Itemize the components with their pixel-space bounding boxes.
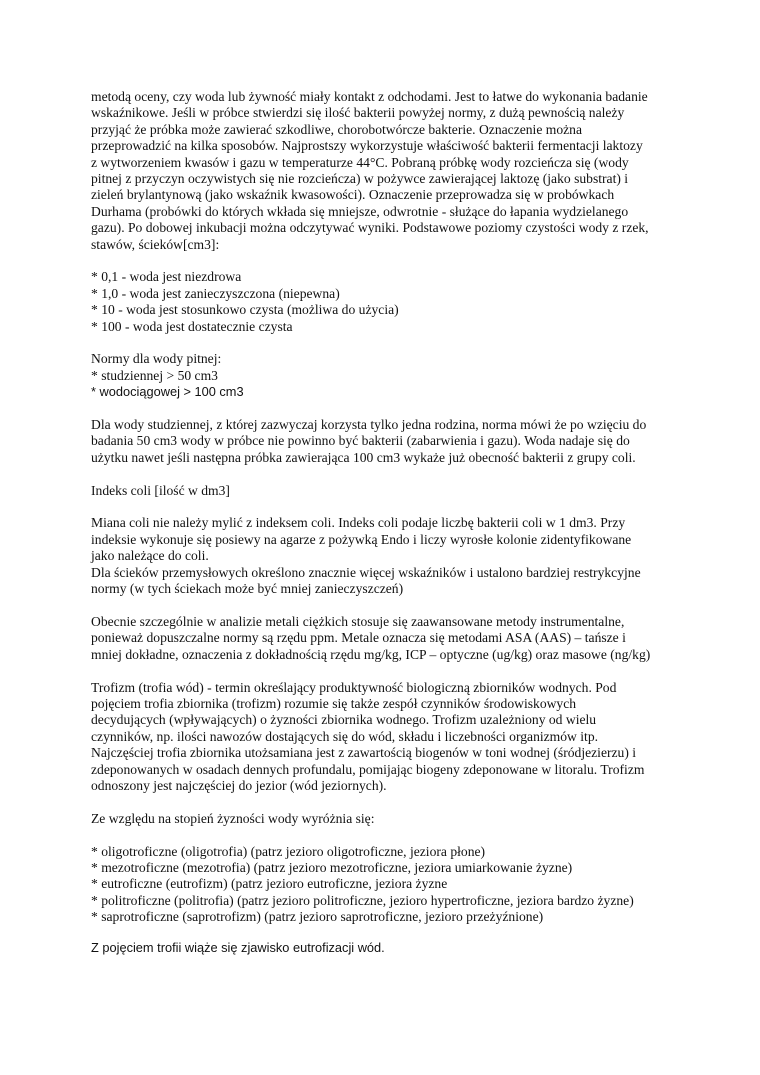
list-item: * 10 - woda jest stosunkowo czysta (możliwa do użycia): [91, 302, 399, 318]
text-line: przyjąć że próbka może zawierać szkodliwe, chorobotwórcze bakterie. Oznaczenie można: [91, 121, 583, 137]
list-item: * studziennej > 50 cm3: [91, 367, 218, 383]
list-item: * oligotroficzne (oligotrofia) (patrz jezioro oligotroficzne, jeziora płone): [91, 843, 486, 859]
text-line: indeksie wykonuje się posiewy na agarze z pożywką Endo i liczy wyrosłe kolonie zidentyfikowane: [91, 531, 632, 547]
text-line: Dla ścieków przemysłowych określono znacznie więcej wskaźników i ustalono bardziej restrykcyjne: [91, 564, 641, 580]
text-line: czynników, np. ilości nawozów dostających się do wód, składu i liczebności organizmów itp.: [91, 728, 599, 744]
list-item: * eutroficzne (eutrofizm) (patrz jezioro eutroficzne, jeziora żyzne: [91, 876, 448, 892]
text-line: pojęciem trofia zbiornika (trofizm) rozumie się także zespół czynników środowiskowych: [91, 695, 577, 711]
text-line: metodą oceny, czy woda lub żywność miały kontakt z odchodami. Jest to łatwe do wykonania badanie: [91, 89, 648, 104]
text-line: Z pojęciem trofii wiąże się zjawisko eutrofizacji wód.: [91, 939, 385, 955]
text-line: badania 50 cm3 wody w próbce nie powinno być bakterii (zabarwienia i gazu). Woda nadaje się do: [91, 433, 630, 449]
paragraph-coli-method: [91, 89, 700, 253]
text-line: Miana coli nie należy mylić z indeksem coli. Indeks coli podaje liczbę bakterii coli w 1 dm3. Przy: [91, 515, 626, 531]
text-line: jako należące do coli.: [91, 548, 209, 564]
text-line: pitnej z przyczyn oczywistych się nie rozcieńcza) w pożywce zawierającej laktozę (jako substrat) i: [91, 171, 629, 187]
drinking-water-norms: [91, 351, 700, 400]
text-line: Normy dla wody pitnej:: [91, 351, 222, 367]
list-item: * wodociągowej > 100 cm3: [91, 384, 244, 400]
list-item: * politroficzne (politrofia) (patrz jezioro politroficzne, jezioro hypertroficzne, jeziora bardzo żyzne): [91, 892, 634, 908]
text-line: wskaźnikowe. Jeśli w próbce stwierdzi się ilość bakterii powyżej normy, z dużą pewnością należy: [91, 105, 625, 121]
text-line: z wytworzeniem kwasów i gazu w temperaturze 44°C. Pobraną próbkę wody rozcieńcza się (wody: [91, 154, 629, 170]
text-line: przeprowadzić na kilka sposobów. Najprostszy wykorzystuje właściwość bakterii fermentacji laktozy: [91, 138, 643, 154]
list-item: * 100 - woda jest dostatecznie czysta: [91, 318, 293, 334]
paragraph-coli-index: [91, 515, 700, 597]
text-line: zdeponowanych w osadach dennych profundalu, pomijając biogeny zdeponowane w litoralu. Trofizm: [91, 761, 645, 777]
text-line: odnoszony jest najczęściej do jezior (wód jeziornych).: [91, 777, 387, 793]
paragraph-well-water: [91, 417, 700, 466]
text-line: normy (w tych ściekach może być mniej zanieczyszczeń): [91, 581, 404, 597]
text-line: Durhama (probówki do których wkłada się mniejsze, odwrotnie - służące do łapania wydzielanego: [91, 203, 629, 219]
text-line: użytku nawet jeśli następna próbka zawierająca 100 cm3 wykaże już obecność bakterii z grupy coli.: [91, 449, 636, 465]
text-line: zieleń brylantynową (jako wskaźnik kwasowości). Oznaczenie przeprowadza się w probówkach: [91, 187, 615, 203]
list-item: * 0,1 - woda jest niezdrowa: [91, 269, 242, 285]
paragraph-fertility-intro: [91, 811, 700, 827]
text-line: ponieważ dopuszczalne normy są rzędu ppm. Metale oznacza się metodami ASA (AAS) – tańsze i: [91, 630, 626, 646]
text-line: mniej dokładne, oznaczenia z dokładnością rzędu mg/kg, ICP – optyczne (ug/kg) oraz masowe (ng/kg): [91, 646, 651, 662]
list-item: * 1,0 - woda jest zanieczyszczona (niepewna): [91, 285, 340, 301]
text-line: decydujących (wpływających) o żyzności zbiornika wodnego. Trofizm uzależniony od wielu: [91, 712, 597, 728]
list-item: * mezotroficzne (mezotrofia) (patrz jezioro mezotroficzne, jeziora umiarkowanie żyzne): [91, 859, 573, 875]
text-line: stawów, ścieków[cm3]:: [91, 236, 220, 252]
list-purity-levels: [91, 269, 700, 335]
text-line: Trofizm (trofia wód) - termin określający produktywność biologiczną zbiorników wodnych. Pod: [91, 679, 617, 695]
text-line: gazu). Po dobowej inkubacji można odczytywać wyniki. Podstawowe poziomy czystości wody z rzek,: [91, 220, 649, 236]
text-line: Indeks coli [ilość w dm3]: [91, 482, 230, 498]
text-line: Najczęściej trofia zbiornika utożsamiana jest z zawartością biogenów w toni wodnej (śródjezierzu) i: [91, 745, 637, 761]
text-line: Obecnie szczególnie w analizie metali ciężkich stosuje się zaawansowane metody instrumentalne,: [91, 613, 625, 629]
heading-coli-index: [91, 483, 700, 499]
paragraph-trophism: [91, 680, 700, 795]
text-line: Dla wody studziennej, z której zazwyczaj korzysta tylko jedna rodzina, norma mówi że po wzięciu do: [91, 417, 647, 433]
list-item: * saprotroficzne (saprotrofizm) (patrz jezioro saprotroficzne, jezioro przeżyźnione): [91, 909, 544, 925]
list-trophic-types: [91, 844, 700, 926]
paragraph-heavy-metals: [91, 614, 700, 663]
paragraph-eutrophication: [91, 940, 700, 956]
text-line: Ze względu na stopień żyzności wody wyróżnia się:: [91, 810, 375, 826]
